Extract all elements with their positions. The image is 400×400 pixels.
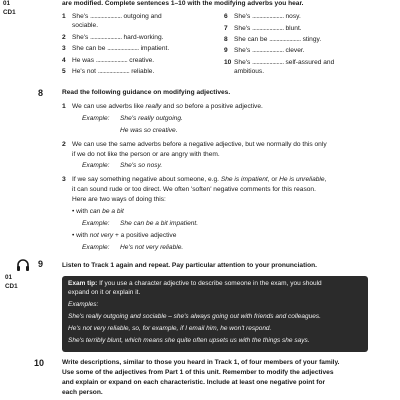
- point-3-text: If we say something negative about someone, e.g. She is impatient, or He is unreliable,: [72, 176, 327, 183]
- bullet-item: • with can be a bit: [72, 208, 124, 215]
- exam-tip-examples-label: Examples:: [68, 301, 99, 308]
- example-label: Example:: [82, 244, 110, 251]
- example-text: He was so creative.: [120, 127, 178, 134]
- section-9-instruction: Listen to Track 1 again and repeat. Pay particular attention to your pronunciation.: [62, 262, 318, 269]
- example-text: She can be a bit impatient.: [120, 220, 199, 227]
- track-number: 01: [5, 274, 13, 281]
- section-8-heading: Read the following guidance on modifying adjectives.: [62, 89, 231, 96]
- track-number: 01: [3, 0, 11, 7]
- exam-tip-box: [62, 276, 368, 352]
- point-3-text: it can sound rude or too direct. We often 'soften' negative comments for this reason.: [72, 186, 316, 193]
- point-3-number: 3: [62, 176, 66, 183]
- bullet-item: • with not very + a positive adjective: [72, 232, 177, 239]
- section-8-number: 8: [38, 88, 44, 98]
- example-label: Example:: [82, 162, 110, 169]
- example-label: Example:: [82, 115, 110, 122]
- point-3-text: Here are two ways of doing this:: [72, 196, 166, 203]
- exam-tip-text: Exam tip: If you use a character adjective to describe someone in the exam, you should: [68, 280, 322, 287]
- example-text: She's really outgoing.: [120, 115, 183, 122]
- example-text: She's so nosy.: [120, 162, 163, 169]
- section-10-text: Use some of the adjectives from Part 1 of this unit. Remember to modify the adjectives: [62, 369, 334, 376]
- track-cd-label: CD1: [5, 283, 18, 290]
- example-label: Example:: [82, 220, 110, 227]
- exam-tip-example: She's really outgoing and sociable – she's always going out with friends and colleagues.: [68, 313, 321, 320]
- track-cd-label: CD1: [3, 9, 16, 16]
- exercise-7-instruction: are modified. Complete sentences 1–10 with the modifying adverbs you hear.: [62, 0, 304, 7]
- point-2-text: if we do not like the person or are angry with them.: [72, 151, 220, 158]
- point-1-text: We can use adverbs like really and so before a positive adjective.: [72, 103, 263, 110]
- section-10-number: 10: [34, 358, 45, 368]
- section-10-text: and explain or expand on each characteristic. Include at least one negative point for: [62, 379, 326, 386]
- exam-tip-text: expand on it or explain it.: [68, 289, 141, 296]
- section-9-number: 9: [38, 259, 44, 269]
- example-text: He's not very reliable.: [120, 244, 184, 251]
- headphones-icon: [16, 258, 30, 272]
- section-10-text: Write descriptions, similar to those you heard in Track 1, of four members of your family.: [62, 359, 340, 366]
- section-10-text: each person.: [62, 389, 103, 396]
- point-2-number: 2: [62, 141, 66, 148]
- exam-tip-example: He's not very reliable, so, for example, if I email him, he won't respond.: [68, 325, 272, 332]
- point-1-number: 1: [62, 103, 66, 110]
- exam-tip-example: She's terribly blunt, which means she quite often upsets us with the things she says.: [68, 337, 310, 344]
- point-2-text: We can use the same adverbs before a negative adjective, but we normally do this only: [72, 141, 327, 148]
